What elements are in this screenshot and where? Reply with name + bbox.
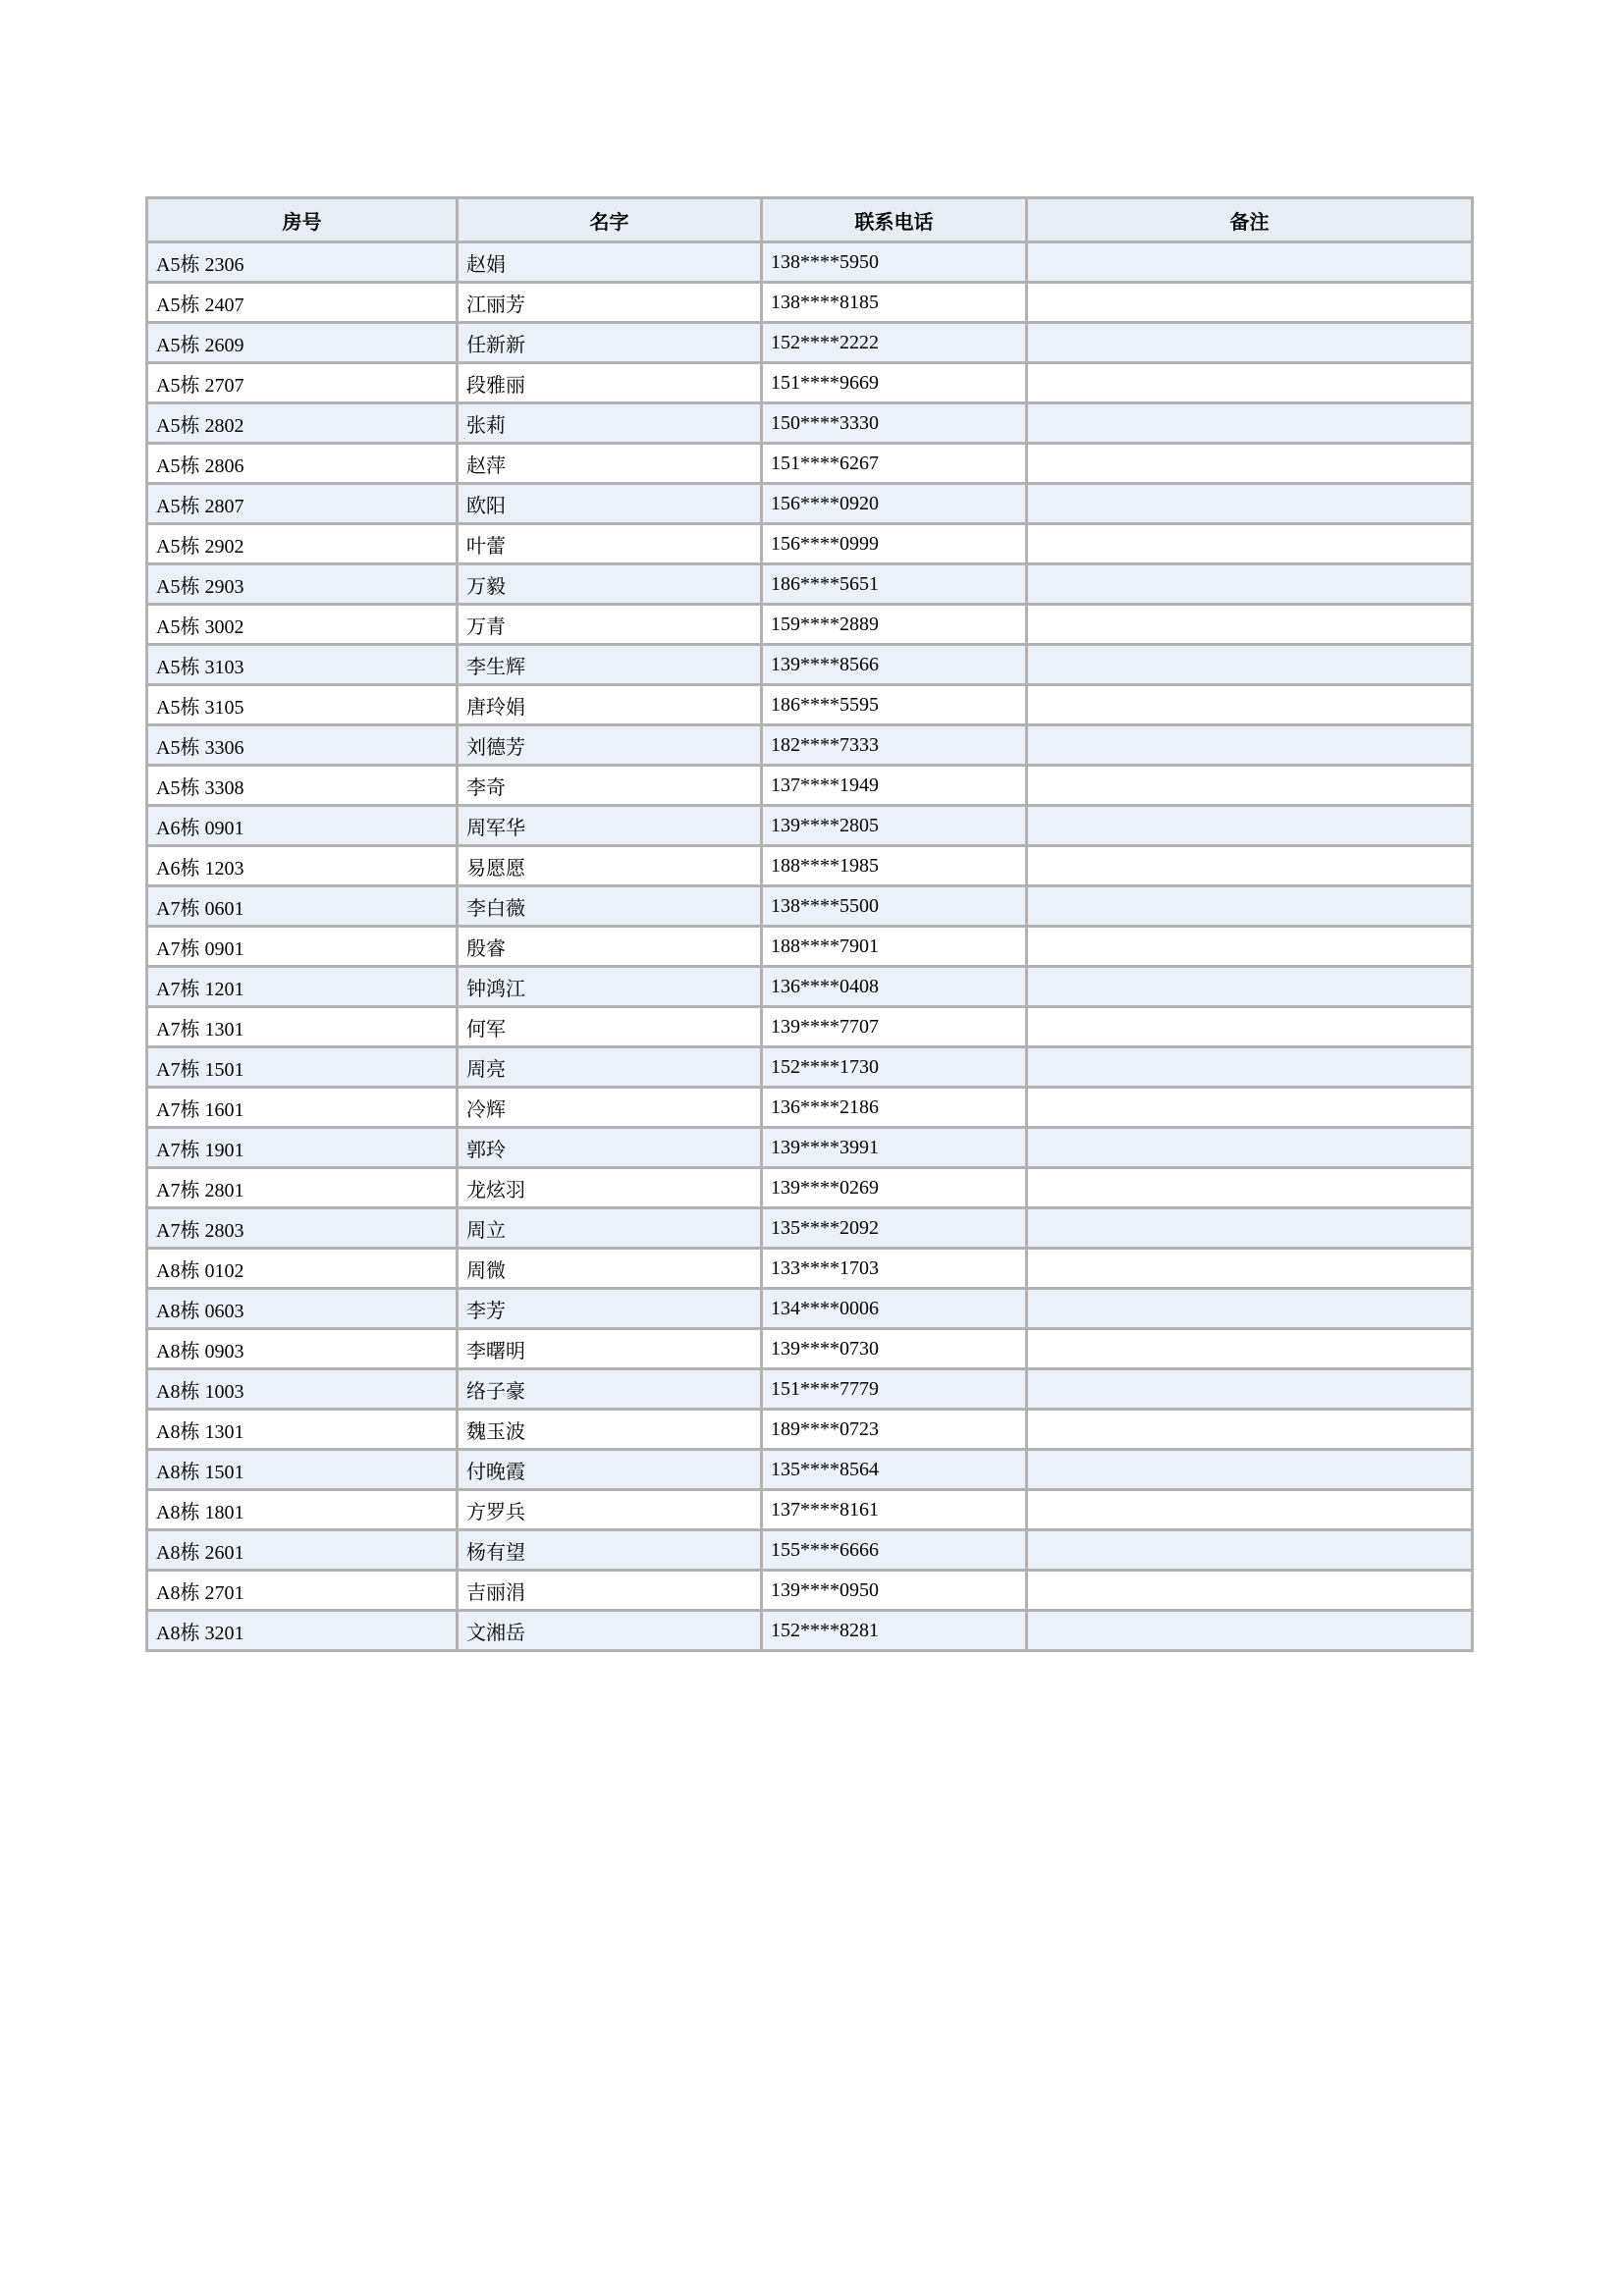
note-cell	[1028, 1411, 1471, 1448]
table-row	[148, 364, 1471, 401]
table-row	[148, 686, 1471, 723]
note-cell	[1028, 364, 1471, 401]
phone-cell: 155****6666	[763, 1531, 1025, 1569]
phone-cell: 139****3991	[763, 1129, 1025, 1166]
table-row	[148, 928, 1471, 965]
table-row	[148, 1250, 1471, 1287]
phone-cell: 138****8185	[763, 284, 1025, 321]
name-cell: 李奇	[459, 767, 760, 804]
room-cell: A5栋 3002	[148, 606, 456, 643]
table-row	[148, 1129, 1471, 1166]
table-row	[148, 968, 1471, 1005]
table-row	[148, 1089, 1471, 1126]
phone-cell: 139****2805	[763, 807, 1025, 844]
note-cell	[1028, 726, 1471, 764]
note-cell	[1028, 1290, 1471, 1327]
phone-cell: 189****0723	[763, 1411, 1025, 1448]
name-cell: 任新新	[459, 324, 760, 361]
phone-cell: 188****1985	[763, 847, 1025, 884]
phone-cell: 152****2222	[763, 324, 1025, 361]
note-cell	[1028, 928, 1471, 965]
phone-cell: 136****0408	[763, 968, 1025, 1005]
phone-cell: 134****0006	[763, 1290, 1025, 1327]
name-cell: 殷睿	[459, 928, 760, 965]
table-row	[148, 887, 1471, 925]
phone-cell: 139****0269	[763, 1169, 1025, 1206]
note-cell	[1028, 807, 1471, 844]
room-cell: A8栋 1301	[148, 1411, 456, 1448]
room-cell: A5栋 2802	[148, 404, 456, 442]
name-cell: 方罗兵	[459, 1491, 760, 1528]
phone-cell: 151****7779	[763, 1370, 1025, 1408]
note-cell	[1028, 404, 1471, 442]
note-cell	[1028, 1008, 1471, 1045]
name-cell: 李生辉	[459, 646, 760, 683]
room-cell: A8栋 0102	[148, 1250, 456, 1287]
name-cell: 江丽芳	[459, 284, 760, 321]
table-row	[148, 807, 1471, 844]
room-cell: A5栋 2903	[148, 565, 456, 603]
table-row	[148, 847, 1471, 884]
name-cell: 李白薇	[459, 887, 760, 925]
room-cell: A8栋 0603	[148, 1290, 456, 1327]
table-row	[148, 525, 1471, 562]
phone-cell: 182****7333	[763, 726, 1025, 764]
room-cell: A5栋 2707	[148, 364, 456, 401]
column-header-note: 备注	[1028, 199, 1471, 240]
table-row	[148, 726, 1471, 764]
note-cell	[1028, 565, 1471, 603]
table-row	[148, 324, 1471, 361]
column-header-phone: 联系电话	[763, 199, 1025, 240]
note-cell	[1028, 1129, 1471, 1166]
table-row	[148, 485, 1471, 522]
name-cell: 吉丽涓	[459, 1572, 760, 1609]
name-cell: 周微	[459, 1250, 760, 1287]
name-cell: 魏玉波	[459, 1411, 760, 1448]
name-cell: 冷辉	[459, 1089, 760, 1126]
phone-cell: 139****0950	[763, 1572, 1025, 1609]
note-cell	[1028, 485, 1471, 522]
note-cell	[1028, 243, 1471, 281]
phone-cell: 159****2889	[763, 606, 1025, 643]
table-row	[148, 284, 1471, 321]
table-row	[148, 1048, 1471, 1086]
room-cell: A5栋 2306	[148, 243, 456, 281]
note-cell	[1028, 1089, 1471, 1126]
name-cell: 欧阳	[459, 485, 760, 522]
note-cell	[1028, 445, 1471, 482]
table-row	[148, 1169, 1471, 1206]
note-cell	[1028, 1451, 1471, 1488]
room-cell: A8栋 1003	[148, 1370, 456, 1408]
note-cell	[1028, 1612, 1471, 1649]
note-cell	[1028, 1330, 1471, 1367]
phone-cell: 135****8564	[763, 1451, 1025, 1488]
name-cell: 刘德芳	[459, 726, 760, 764]
phone-cell: 133****1703	[763, 1250, 1025, 1287]
note-cell	[1028, 606, 1471, 643]
name-cell: 钟鸿江	[459, 968, 760, 1005]
room-cell: A8栋 1501	[148, 1451, 456, 1488]
phone-cell: 151****6267	[763, 445, 1025, 482]
name-cell: 万青	[459, 606, 760, 643]
phone-cell: 152****8281	[763, 1612, 1025, 1649]
room-cell: A5栋 2902	[148, 525, 456, 562]
phone-cell: 137****1949	[763, 767, 1025, 804]
phone-cell: 156****0920	[763, 485, 1025, 522]
note-cell	[1028, 1048, 1471, 1086]
phone-cell: 136****2186	[763, 1089, 1025, 1126]
phone-cell: 137****8161	[763, 1491, 1025, 1528]
room-cell: A7栋 0901	[148, 928, 456, 965]
room-cell: A6栋 0901	[148, 807, 456, 844]
room-cell: A5栋 2609	[148, 324, 456, 361]
note-cell	[1028, 324, 1471, 361]
phone-cell: 139****7707	[763, 1008, 1025, 1045]
name-cell: 周军华	[459, 807, 760, 844]
room-cell: A5栋 3306	[148, 726, 456, 764]
table-row	[148, 1330, 1471, 1367]
phone-cell: 138****5500	[763, 887, 1025, 925]
phone-cell: 150****3330	[763, 404, 1025, 442]
name-cell: 赵萍	[459, 445, 760, 482]
table-row	[148, 1491, 1471, 1528]
name-cell: 李曙明	[459, 1330, 760, 1367]
name-cell: 何军	[459, 1008, 760, 1045]
phone-cell: 139****8566	[763, 646, 1025, 683]
table-row	[148, 1370, 1471, 1408]
table-row	[148, 1531, 1471, 1569]
table-row	[148, 606, 1471, 643]
note-cell	[1028, 686, 1471, 723]
room-cell: A7栋 1901	[148, 1129, 456, 1166]
table-row	[148, 1572, 1471, 1609]
note-cell	[1028, 968, 1471, 1005]
name-cell: 段雅丽	[459, 364, 760, 401]
room-cell: A7栋 1501	[148, 1048, 456, 1086]
room-cell: A7栋 2803	[148, 1209, 456, 1247]
note-cell	[1028, 1250, 1471, 1287]
table-header-row	[148, 199, 1471, 240]
phone-cell: 156****0999	[763, 525, 1025, 562]
note-cell	[1028, 887, 1471, 925]
room-cell: A5栋 2407	[148, 284, 456, 321]
name-cell: 络子豪	[459, 1370, 760, 1408]
room-cell: A7栋 2801	[148, 1169, 456, 1206]
note-cell	[1028, 1169, 1471, 1206]
name-cell: 叶蕾	[459, 525, 760, 562]
name-cell: 周亮	[459, 1048, 760, 1086]
name-cell: 张莉	[459, 404, 760, 442]
phone-cell: 186****5595	[763, 686, 1025, 723]
name-cell: 易愿愿	[459, 847, 760, 884]
note-cell	[1028, 847, 1471, 884]
table-row	[148, 1451, 1471, 1488]
room-cell: A7栋 1301	[148, 1008, 456, 1045]
table-row	[148, 445, 1471, 482]
room-cell: A8栋 2601	[148, 1531, 456, 1569]
phone-cell: 152****1730	[763, 1048, 1025, 1086]
name-cell: 付晚霞	[459, 1451, 760, 1488]
room-cell: A6栋 1203	[148, 847, 456, 884]
table-row	[148, 243, 1471, 281]
table-row	[148, 646, 1471, 683]
note-cell	[1028, 284, 1471, 321]
table-row	[148, 565, 1471, 603]
table-row	[148, 1612, 1471, 1649]
note-cell	[1028, 525, 1471, 562]
note-cell	[1028, 1491, 1471, 1528]
name-cell: 周立	[459, 1209, 760, 1247]
phone-cell: 139****0730	[763, 1330, 1025, 1367]
room-cell: A8栋 0903	[148, 1330, 456, 1367]
room-cell: A5栋 3103	[148, 646, 456, 683]
phone-cell: 138****5950	[763, 243, 1025, 281]
phone-cell: 186****5651	[763, 565, 1025, 603]
column-header-room: 房号	[148, 199, 456, 240]
note-cell	[1028, 767, 1471, 804]
table-row	[148, 767, 1471, 804]
room-cell: A5栋 2807	[148, 485, 456, 522]
note-cell	[1028, 1531, 1471, 1569]
name-cell: 龙炫羽	[459, 1169, 760, 1206]
name-cell: 郭玲	[459, 1129, 760, 1166]
table-row	[148, 1411, 1471, 1448]
name-cell: 李芳	[459, 1290, 760, 1327]
phone-cell: 135****2092	[763, 1209, 1025, 1247]
name-cell: 赵娟	[459, 243, 760, 281]
note-cell	[1028, 1370, 1471, 1408]
table-row	[148, 404, 1471, 442]
room-cell: A7栋 1201	[148, 968, 456, 1005]
room-cell: A8栋 1801	[148, 1491, 456, 1528]
room-cell: A5栋 3308	[148, 767, 456, 804]
phone-cell: 188****7901	[763, 928, 1025, 965]
room-cell: A8栋 2701	[148, 1572, 456, 1609]
table-row	[148, 1008, 1471, 1045]
table-row	[148, 1290, 1471, 1327]
note-cell	[1028, 1572, 1471, 1609]
name-cell: 万毅	[459, 565, 760, 603]
name-cell: 唐玲娟	[459, 686, 760, 723]
room-cell: A7栋 1601	[148, 1089, 456, 1126]
room-cell: A8栋 3201	[148, 1612, 456, 1649]
column-header-name: 名字	[459, 199, 760, 240]
resident-roster-table	[145, 196, 1474, 1652]
room-cell: A5栋 3105	[148, 686, 456, 723]
note-cell	[1028, 1209, 1471, 1247]
table-row	[148, 1209, 1471, 1247]
name-cell: 文湘岳	[459, 1612, 760, 1649]
note-cell	[1028, 646, 1471, 683]
room-cell: A7栋 0601	[148, 887, 456, 925]
room-cell: A5栋 2806	[148, 445, 456, 482]
phone-cell: 151****9669	[763, 364, 1025, 401]
name-cell: 杨有望	[459, 1531, 760, 1569]
